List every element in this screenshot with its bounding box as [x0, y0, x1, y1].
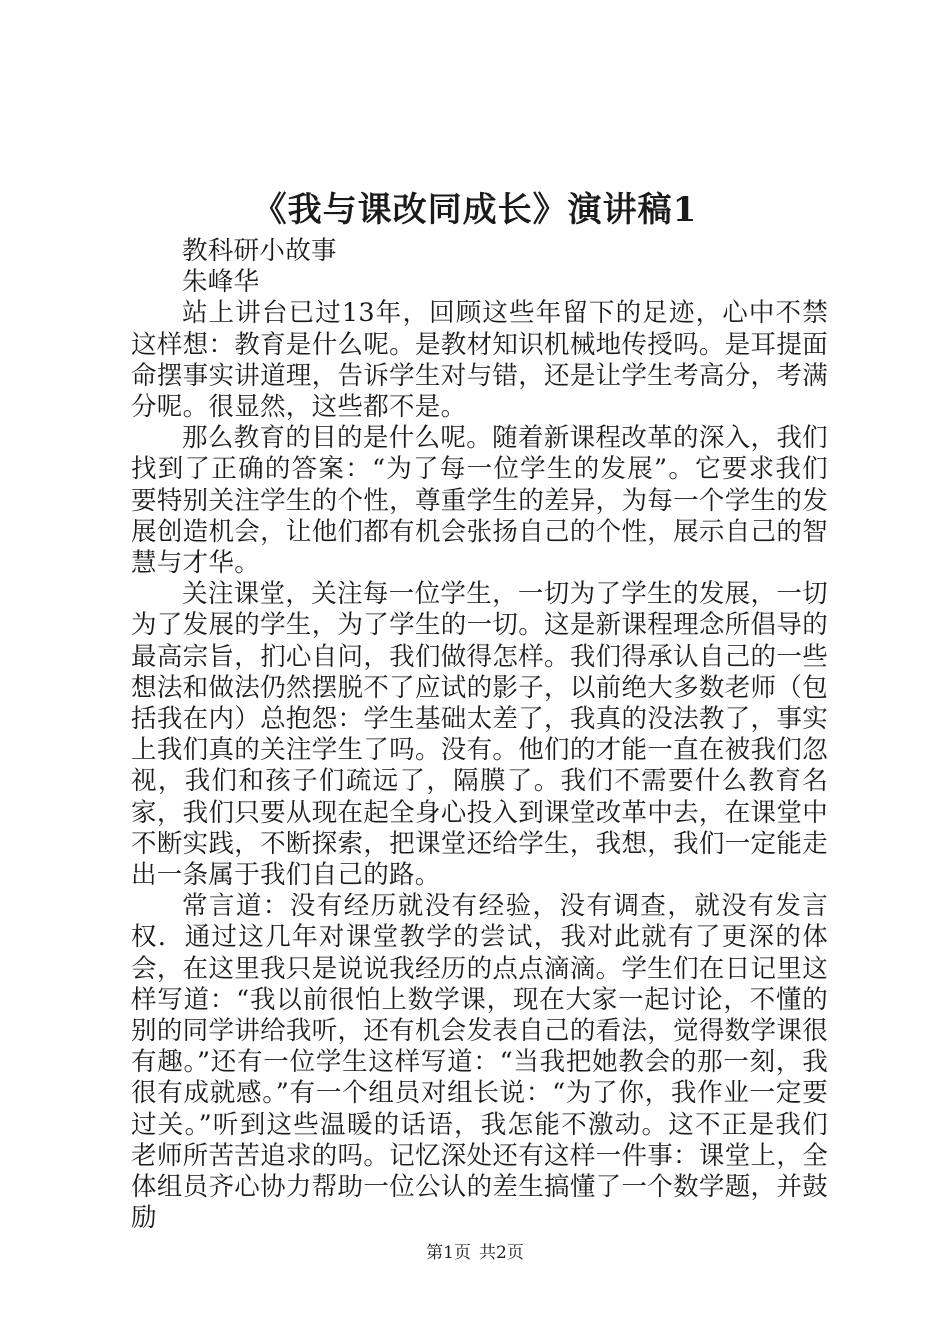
paragraph: 站上讲台已过13年，回顾这些年留下的足迹，心中不禁这样想：教育是什么呢。是教材知识机械地传授吗。是耳提面命摆事实讲道理，告诉学生对与错，还是让学生考高分，考满分呢。很显然，这些都不是。 [131, 298, 828, 423]
page-number: 第1页 [426, 1243, 471, 1263]
document-body [131, 236, 828, 1235]
document-title: 《我与课改同成长》演讲稿1 [252, 190, 698, 230]
category-line: 教科研小故事 [182, 236, 337, 266]
page-total: 共2页 [479, 1243, 524, 1263]
author-line: 朱峰华 [182, 267, 260, 298]
paragraph: 关注课堂，关注每一位学生，一切为了学生的发展，一切为了发展的学生，为了学生的一切。这是新课程理念所倡导的最高宗旨，扪心自问，我们做得怎样。我们得承认自己的一些想法和做法仍然摆脱不了应试的影子，以前绝大多数老师（包括我在内）总抱怨：学生基础太差了，我真的没法教了，事实上我们真的关注学生了吗。没有。他们的才能一直在被我们忽视，我们和孩子们疏远了，隔膜了。我们不需要什么教育名家，我们只要从现在起全身心投入到课堂改革中去，在课堂中不断实践，不断探索，把课堂还给学生，我想，我们一定能走出一条属于我们自己的路。 [131, 579, 828, 891]
page-footer [0, 1242, 950, 1264]
paragraph: 那么教育的目的是什么呢。随着新课程改革的深入，我们找到了正确的答案：“为了每一位学生的发展”。它要求我们要特别关注学生的个性，尊重学生的差异，为每一个学生的发展创造机会，让他们都有机会张扬自己的个性，展示自己的智慧与才华。 [131, 423, 828, 579]
paragraph: 常言道：没有经历就没有经验，没有调查，就没有发言权．通过这几年对课堂教学的尝试，我对此就有了更深的体会，在这里我只是说说我经历的点点滴滴。学生们在日记里这样写道：“我以前很怕上数学课，现在大家一起讨论，不懂的别的同学讲给我听，还有机会发表自己的看法，觉得数学课很有趣。”还有一位学生这样写道：“当我把她教会的那一刻，我很有成就感。”有一个组员对组长说：“为了你，我作业一定要过关。”听到这些温暖的话语，我怎能不激动。这不正是我们老师所苦苦追求的吗。记忆深处还有这样一件事：课堂上，全体组员齐心协力帮助一位公认的差生搞懂了一个数学题，并鼓励 [131, 891, 828, 1234]
